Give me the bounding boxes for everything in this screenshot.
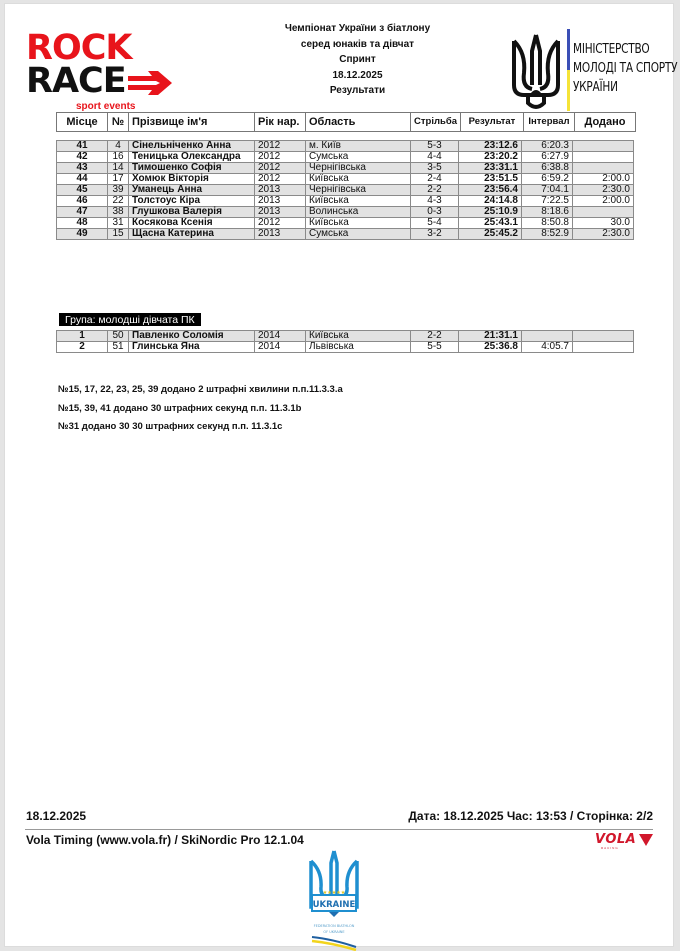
logo-subtitle: sport events [76, 101, 136, 112]
place-cell: 48 [57, 218, 108, 229]
place-cell: 45 [57, 185, 108, 196]
col-region: Область [306, 113, 411, 132]
added-cell [573, 141, 634, 152]
region-cell: Волинська [306, 207, 411, 218]
table-row [57, 141, 634, 152]
result-cell: 25:36.8 [459, 342, 522, 353]
place-cell: 47 [57, 207, 108, 218]
col-shooting: Стрільба [411, 113, 461, 132]
col-name: Прізвище ім'я [129, 113, 255, 132]
interval-cell [522, 331, 573, 342]
region-cell: м. Київ [306, 141, 411, 152]
interval-cell: 8:50.8 [522, 218, 573, 229]
table-row [57, 152, 634, 163]
place-cell: 41 [57, 141, 108, 152]
interval-cell: 6:38.8 [522, 163, 573, 174]
note-line: №31 додано 30 30 штрафних секунд п.п. 11.3.1c [58, 421, 283, 432]
bib-cell: 50 [108, 331, 129, 342]
interval-cell: 7:22.5 [522, 196, 573, 207]
place-cell: 46 [57, 196, 108, 207]
year-cell: 2012 [255, 141, 306, 152]
table-row [57, 342, 634, 353]
title-line: Чемпіонат України з біатлону [284, 23, 431, 34]
result-cell: 23:51.5 [459, 174, 522, 185]
added-cell [573, 207, 634, 218]
year-cell: 2014 [255, 342, 306, 353]
name-cell: Глинська Яна [129, 342, 255, 353]
interval-cell: 6:59.2 [522, 174, 573, 185]
federation-logo-text: UKRAINE [312, 900, 356, 910]
added-cell: 2:30.0 [573, 185, 634, 196]
name-cell: Щасна Катерина [129, 229, 255, 240]
shooting-cell: 5-5 [411, 342, 459, 353]
result-cell: 25:45.2 [459, 229, 522, 240]
shooting-cell: 3-5 [411, 163, 459, 174]
title-line: серед юнаків та дівчат [300, 38, 415, 50]
table-row [57, 163, 634, 174]
col-bib: № [108, 113, 129, 132]
table-row [57, 331, 634, 342]
year-cell: 2013 [255, 229, 306, 240]
place-cell: 43 [57, 163, 108, 174]
footer-divider [25, 829, 653, 830]
bib-cell: 31 [108, 218, 129, 229]
interval-cell: 8:52.9 [522, 229, 573, 240]
region-cell: Чернігівська [306, 185, 411, 196]
place-cell: 42 [57, 152, 108, 163]
results-page [4, 3, 678, 947]
bib-cell: 39 [108, 185, 129, 196]
title-line: Результати [329, 85, 386, 96]
footer-software: Vola Timing (www.vola.fr) / SkiNordic Pro 12.1.04 [26, 833, 304, 847]
year-cell: 2012 [255, 152, 306, 163]
shooting-cell: 0-3 [411, 207, 459, 218]
region-cell: Львівська [306, 342, 411, 353]
table-row [57, 174, 634, 185]
added-cell [573, 152, 634, 163]
name-cell: Павленко Соломія [129, 331, 255, 342]
result-cell: 25:10.9 [459, 207, 522, 218]
bib-cell: 14 [108, 163, 129, 174]
logo-line-rock: ROCK [26, 28, 132, 68]
vola-triangle-icon [639, 834, 653, 846]
trident-icon [510, 33, 562, 113]
name-cell: Глушкова Валерія [129, 207, 255, 218]
table-row [57, 218, 634, 229]
group-label: Група: молодші дівчата ПК [59, 313, 201, 326]
added-cell [573, 163, 634, 174]
svg-text:FEDERATION BIATHLON: FEDERATION BIATHLON [313, 924, 355, 928]
group-results-table [56, 330, 634, 353]
shooting-cell: 4-4 [411, 152, 459, 163]
logo-line-race: RACE [26, 61, 126, 101]
region-cell: Київська [306, 174, 411, 185]
name-cell: Уманець Анна [129, 185, 255, 196]
year-cell: 2014 [255, 331, 306, 342]
table-row [57, 207, 634, 218]
ministry-logo [510, 27, 678, 112]
region-cell: Сумська [306, 152, 411, 163]
added-cell: 30.0 [573, 218, 634, 229]
arrow-right-icon [126, 71, 174, 95]
vola-logo [595, 832, 653, 850]
col-place: Місце [57, 113, 108, 132]
result-cell: 23:12.6 [459, 141, 522, 152]
penalty-notes [58, 381, 343, 437]
bib-cell: 4 [108, 141, 129, 152]
svg-text:OF UKRAINE: OF UKRAINE [323, 930, 345, 934]
place-cell: 2 [57, 342, 108, 353]
title-line: 18.12.2025 [332, 69, 383, 81]
place-cell: 44 [57, 174, 108, 185]
table-row [57, 196, 634, 207]
result-cell: 25:43.1 [459, 218, 522, 229]
name-cell: Хомюк Вікторія [129, 174, 255, 185]
region-cell: Київська [306, 218, 411, 229]
added-cell [573, 331, 634, 342]
ministry-line: МІНІСТЕРСТВО [573, 41, 650, 57]
flag-bar [567, 29, 570, 111]
col-interval: Інтервал [523, 113, 574, 132]
region-cell: Чернігівська [306, 163, 411, 174]
note-line: №15, 39, 41 додано 30 штрафних секунд п.п. 11.3.1b [58, 402, 302, 414]
year-cell: 2013 [255, 196, 306, 207]
added-cell: 2:30.0 [573, 229, 634, 240]
footer-date: 18.12.2025 [26, 809, 87, 823]
biathlon-federation-logo [308, 849, 360, 951]
ministry-line: МОЛОДІ ТА СПОРТУ [573, 60, 678, 76]
table-row [57, 229, 634, 240]
bib-cell: 51 [108, 342, 129, 353]
region-cell: Сумська [306, 229, 411, 240]
vola-logo-sub: RACING [601, 846, 619, 850]
svg-text:★★★★★: ★★★★★ [322, 890, 346, 896]
interval-cell: 8:18.6 [522, 207, 573, 218]
region-cell: Київська [306, 331, 411, 342]
bib-cell: 15 [108, 229, 129, 240]
added-cell [573, 342, 634, 353]
interval-cell: 7:04.1 [522, 185, 573, 196]
document-title [245, 21, 470, 99]
name-cell: Сінельніченко Анна [129, 141, 255, 152]
result-cell: 24:14.8 [459, 196, 522, 207]
bib-cell: 38 [108, 207, 129, 218]
results-table-header [56, 112, 636, 132]
footer-info: Дата: 18.12.2025 Час: 13:53 / Сторінка: 2/2 [408, 809, 653, 823]
bib-cell: 16 [108, 152, 129, 163]
year-cell: 2013 [255, 207, 306, 218]
added-cell: 2:00.0 [573, 196, 634, 207]
result-cell: 23:31.1 [459, 163, 522, 174]
interval-cell: 6:20.3 [522, 141, 573, 152]
result-cell: 21:31.1 [459, 331, 522, 342]
title-line: Спринт [339, 54, 376, 65]
shooting-cell: 2-2 [411, 185, 459, 196]
name-cell: Теницька Олександра [129, 152, 255, 163]
year-cell: 2012 [255, 174, 306, 185]
name-cell: Толстоус Кіра [129, 196, 255, 207]
result-cell: 23:56.4 [459, 185, 522, 196]
results-table [56, 140, 634, 240]
interval-cell: 4:05.7 [522, 342, 573, 353]
col-year: Рік нар. [255, 113, 306, 132]
shooting-cell: 5-3 [411, 141, 459, 152]
ministry-line: УКРАЇНИ [573, 79, 618, 95]
rock-race-logo [26, 28, 166, 116]
col-result: Результат [460, 113, 523, 132]
bib-cell: 17 [108, 174, 129, 185]
year-cell: 2013 [255, 185, 306, 196]
place-cell: 1 [57, 331, 108, 342]
shooting-cell: 2-4 [411, 174, 459, 185]
col-added: Додано [574, 113, 635, 132]
year-cell: 2012 [255, 218, 306, 229]
shooting-cell: 5-4 [411, 218, 459, 229]
ministry-name [573, 40, 677, 97]
name-cell: Тимошенко Софія [129, 163, 255, 174]
shooting-cell: 3-2 [411, 229, 459, 240]
shooting-cell: 2-2 [411, 331, 459, 342]
region-cell: Київська [306, 196, 411, 207]
vola-logo-text: VOLA [595, 832, 637, 847]
added-cell: 2:00.0 [573, 174, 634, 185]
place-cell: 49 [57, 229, 108, 240]
table-row [57, 185, 634, 196]
shooting-cell: 4-3 [411, 196, 459, 207]
result-cell: 23:20.2 [459, 152, 522, 163]
year-cell: 2012 [255, 163, 306, 174]
name-cell: Косякова Ксенія [129, 218, 255, 229]
interval-cell: 6:27.9 [522, 152, 573, 163]
note-line: №15, 17, 22, 23, 25, 39 додано 2 штрафні хвилини п.п.11.3.3.а [58, 384, 343, 395]
bib-cell: 22 [108, 196, 129, 207]
